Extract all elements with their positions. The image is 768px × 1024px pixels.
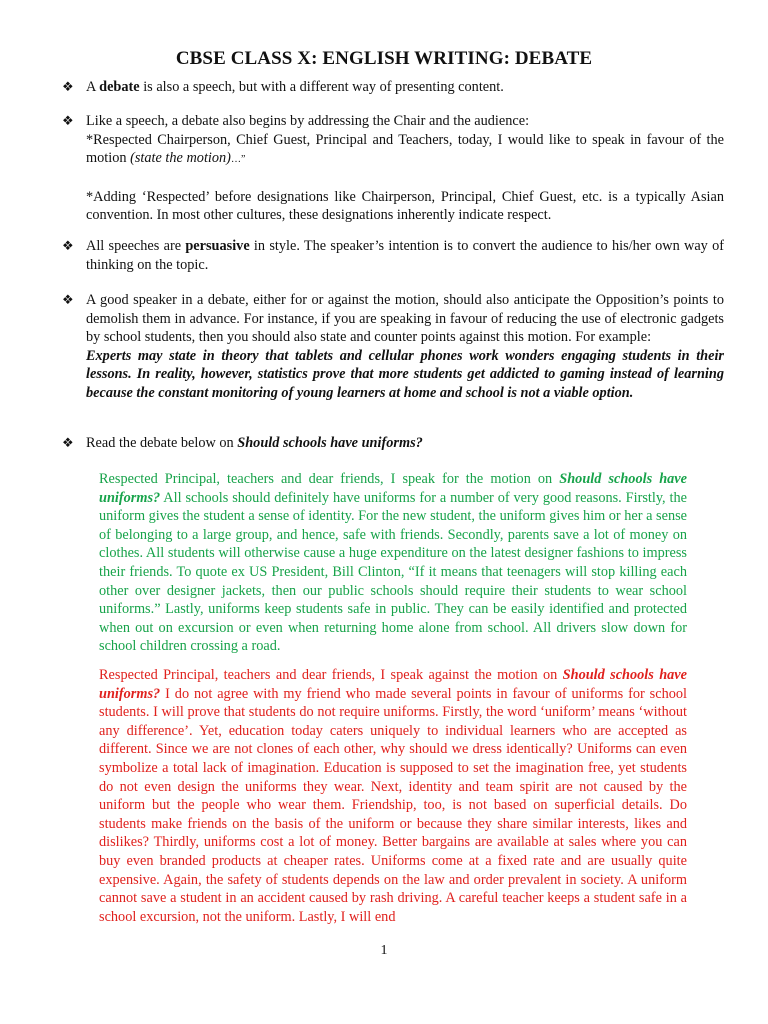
bullet-text: Like a speech, a debate also begins by addressing the Chair and the audience: *Respected Chairperson, Chief Guest, Principal and Teachers, today, I would like to speak in favour of the motion (state the motion)…” *Adding ‘Respected’ before designations like Chairperson, Principal, Chief Guest, etc. is a typically Asian convention. In most other cultures, these designations inherently indicate respect.	[86, 113, 724, 224]
bullet-text: A good speaker in a debate, either for or against the motion, should also anticipate the Opposition’s points to demolish them in advance. For instance, if you are speaking in favour of reducing the use of electronic gadgets by school students, then you should also state and counter points against this motion. For example: Experts may state in theory that tablets and cellular phones work wonders engaging students in their lessons. In reality, however, statistics prove that more students get addicted to gaming instead of learning because the constant monitoring of young learners at home and school is not a viable option.	[86, 292, 724, 401]
bullet-text: A debate is also a speech, but with a different way of presenting content.	[86, 79, 504, 95]
page-title: CBSE CLASS X: ENGLISH WRITING: DEBATE	[175, 48, 593, 69]
bullet-diamond-icon: ❖	[62, 113, 74, 128]
example-text: Experts may state in theory that tablets and cellular phones work wonders engaging students in their lessons. In reality, however, statistics prove that more students get addicted to gaming instead of learning because the constant monitoring of young learners at home and school is not a viable option.	[86, 347, 724, 401]
bullet-diamond-icon: ❖	[62, 79, 74, 94]
speech-against-motion: Respected Principal, teachers and dear friends, I speak against the motion on Should schools have uniforms? I do not agree with my friend who made several points in favour of uniforms for school students. I will prove that students do not require uniforms. Firstly, the word ‘uniform’ means ‘without any difference’. Yet, education today caters uniquely to individual learners who are accepted as different. Since we are not clones of each other, why should we dress identically? Uniforms can even symbolize a total lack of imagination. Education is supposed to set the imagination free, yet students do not even design the uniforms they wear. Next, identity and team spirit are not caused by the uniform but the people who wear them. Friendship, too, is not based on superficial details. Do students make friends on the basis of the uniform or because they share similar interests, likes and dislikes? Thirdly, uniforms cost a lot of money. Better bargains are available at sales where you can buy even branded products at cheaper rates. Uniforms come at a fixed rate and are usually quite expensive. Again, the safety of students depends on the law and order prevalent in society. A uniform cannot save a student in an accident caused by rash driving. A careful teacher keeps a student safe in a school excursion, not the uniform. Lastly, I will end	[99, 667, 687, 925]
bullet-diamond-icon: ❖	[62, 435, 74, 450]
sample-address-quote: *Respected Chairperson, Chief Guest, Principal and Teachers, today, I would like to speak in favour of the motion (state the motion)…”	[86, 131, 724, 167]
bullet-text: All speeches are persuasive in style. The speaker’s intention is to convert the audience to his/her own way of thinking on the topic.	[86, 238, 724, 273]
designation-note: *Adding ‘Respected’ before designations like Chairperson, Principal, Chief Guest, etc. is a typically Asian convention. In most other cultures, these designations inherently indicate respect.	[86, 188, 724, 224]
page-number: 1	[380, 943, 388, 958]
bullet-text: Read the debate below on Should schools have uniforms?	[86, 435, 423, 451]
bullet-diamond-icon: ❖	[62, 292, 74, 307]
speech-for-motion: Respected Principal, teachers and dear friends, I speak for the motion on Should schools have uniforms? All schools should definitely have uniforms for a number of very good reasons. Firstly, the uniform gives the student a sense of identity. For the new student, the uniform gives him or her a sense of belonging to a large group, and hence, safe with friends. Secondly, parents save a lot of money on clothes. All students will otherwise cause a huge expenditure on the latest designer fashions to impress their friends. To quote ex US President, Bill Clinton, “If it means that teenagers will stop killing each other over designer jackets, then our public schools should require their students to wear school uniforms.” Lastly, uniforms keep students safe in public. They can be easily identified and protected when out on excursion or even when returning home alone from school. All drivers slow down for school children crossing a road.	[99, 471, 687, 655]
bullet-diamond-icon: ❖	[62, 238, 74, 253]
